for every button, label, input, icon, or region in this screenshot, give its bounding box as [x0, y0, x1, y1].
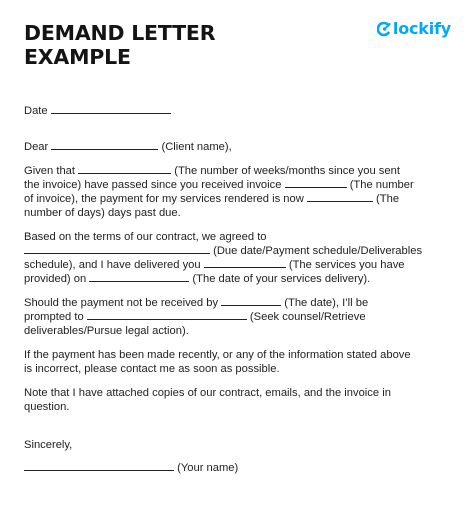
paragraph-1: Given that (The number of weeks/months since you sent the invoice) have passed since you received invoice (The number of invoice), the payment for my services rendered is now (The number of days) days past due.	[24, 165, 414, 219]
paragraph-5: Note that I have attached copies of our contract, emails, and the invoice in question.	[24, 387, 391, 413]
paragraph-3: Should the payment not be received by (The date), I’ll be prompted to (Seek counsel/Retrieve deliverables/Pursue legal action).	[24, 297, 369, 337]
logo-text: lockify	[392, 19, 451, 38]
invoice-blank[interactable]	[285, 178, 347, 188]
payment-date-blank[interactable]	[221, 296, 281, 306]
title-line-2: EXAMPLE	[24, 45, 131, 69]
days-blank[interactable]	[307, 192, 373, 202]
clockify-c-icon	[377, 21, 392, 37]
clockify-logo	[377, 19, 451, 38]
document-title	[24, 21, 215, 69]
services-blank[interactable]	[204, 258, 286, 268]
delivery-date-blank[interactable]	[89, 272, 189, 282]
signature-line: (Your name)	[24, 461, 464, 475]
due-date-blank[interactable]	[24, 244, 210, 254]
letter-body	[24, 104, 464, 475]
action-blank[interactable]	[87, 310, 247, 320]
salutation-line: Dear (Client name),	[24, 141, 232, 153]
paragraph-4: If the payment has been made recently, or any of the information stated above is incorrect, please contact me as soon as possible.	[24, 349, 411, 375]
closing: Sincerely,	[24, 439, 73, 451]
date-line: Date	[24, 104, 464, 118]
client-name-blank[interactable]	[51, 140, 158, 150]
weeks-blank[interactable]	[78, 164, 171, 174]
date-blank[interactable]	[51, 104, 171, 114]
title-line-1: DEMAND LETTER	[24, 21, 216, 45]
signature-blank[interactable]	[24, 461, 174, 471]
paragraph-2: Based on the terms of our contract, we agreed to (Due date/Payment schedule/Deliverables schedule), and I have delivered you (The services you have provided) on (The date of your services delivery).	[24, 231, 423, 285]
